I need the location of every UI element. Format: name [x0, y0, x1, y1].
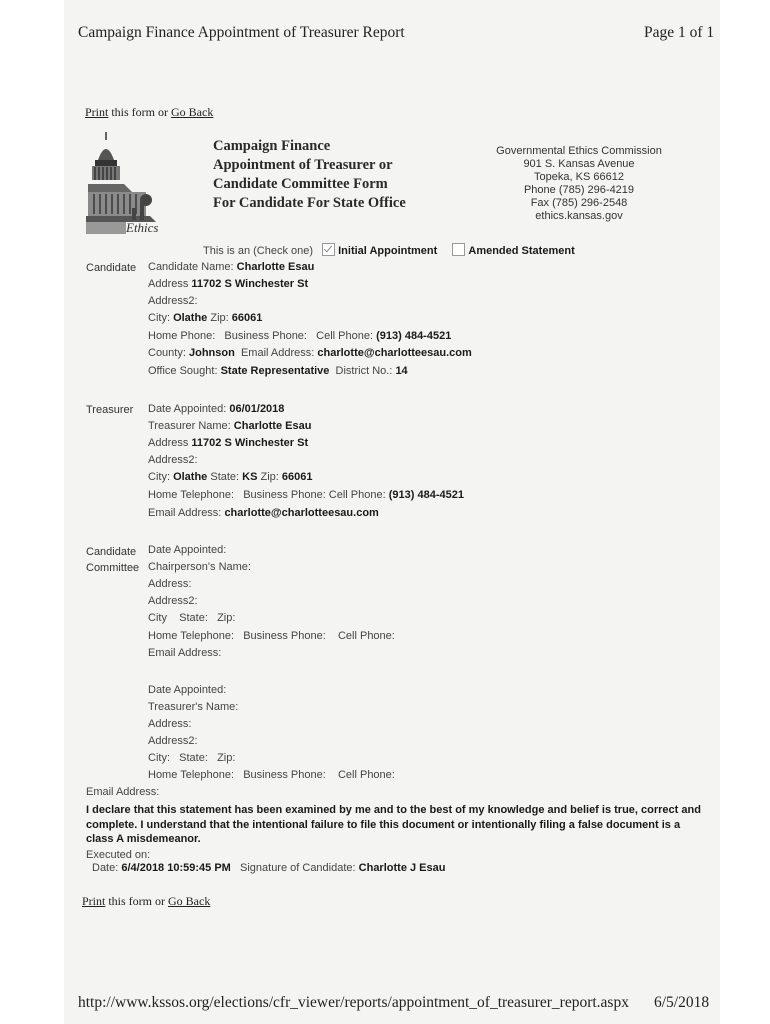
form-title — [213, 137, 406, 213]
committee-section-label: Candidate Committee — [86, 546, 140, 574]
candidate-cell-phone: (913) 484-4521 — [376, 330, 452, 342]
amended-statement-checkbox[interactable] — [452, 243, 465, 256]
treasurer-address: 11702 S Winchester St — [191, 437, 309, 449]
treasurer-city-row: City: Olathe State: KS Zip: 66061 — [148, 471, 313, 483]
candidate-office-row: Office Sought: State Representative District No.: 14 — [148, 365, 408, 377]
committee-email-row: Email Address: — [148, 647, 222, 659]
treasurer-state: KS — [242, 471, 258, 483]
candidate-address2-row: Address2: — [148, 295, 198, 307]
committee-date-row: Date Appointed: — [148, 544, 227, 556]
committee-treasurer-address2-row: Address2: — [148, 735, 198, 747]
candidate-name: Charlotte Esau — [236, 261, 315, 273]
committee-city-row: City State: Zip: — [148, 612, 236, 624]
agency-fax: Fax (785) 296-2548 — [530, 197, 628, 209]
footer-url: http://www.kssos.org/elections/cfr_viewer/reports/appointment_of_treasurer_report.aspx — [78, 994, 629, 1011]
candidate-address-row: Address 11702 S Winchester St — [148, 278, 309, 290]
candidate-county-row: County: Johnson Email Address: charlotte@charlotteesau.com — [148, 347, 472, 359]
treasurer-city: Olathe — [173, 471, 208, 483]
candidate-email: charlotte@charlotteesau.com — [317, 347, 472, 359]
form-title-line-3: Candidate Committee Form — [213, 176, 388, 192]
agency-website: ethics.kansas.gov — [535, 210, 623, 222]
treasurer-phone-row: Home Telephone: Business Phone: Cell Phone: (913) 484-4521 — [148, 489, 464, 501]
agency-name: Governmental Ethics Commission — [496, 145, 662, 157]
initial-appointment-checkbox[interactable] — [322, 243, 335, 256]
treasurer-section-label: Treasurer — [86, 404, 134, 416]
check-prompt: This is an (Check one) — [203, 245, 314, 257]
committee-treasurer-city-row: City: State: Zip: — [148, 752, 236, 764]
declaration-text: I declare that this statement has been examined by me and to the best of my knowledge and belief is true, correct and complete. I understand that the intentional failure to file this document or intentionally filing a false document is a class A misdemeanor. — [86, 804, 701, 845]
treasurer-address-row: Address 11702 S Winchester St — [148, 437, 309, 449]
candidate-phone-row: Home Phone: Business Phone: Cell Phone: (913) 484-4521 — [148, 330, 452, 342]
committee-treasurer-date-row: Date Appointed: — [148, 684, 227, 696]
page-number: Page 1 of 1 — [644, 24, 715, 41]
candidate-office: State Representative — [220, 365, 330, 377]
candidate-county: Johnson — [188, 347, 235, 359]
agency-phone: Phone (785) 296-4219 — [523, 184, 635, 196]
bottom-nav — [82, 894, 210, 909]
report-header-title: Campaign Finance Appointment of Treasurer Report — [78, 24, 405, 41]
print-link[interactable]: Print — [85, 105, 109, 119]
kansas-capitol-logo-icon — [86, 130, 172, 236]
committee-address-row: Address: — [148, 578, 192, 590]
go-back-link[interactable]: Go Back — [171, 105, 214, 119]
treasurer-cell-phone: (913) 484-4521 — [388, 489, 464, 501]
candidate-name-row: Candidate Name: Charlotte Esau — [148, 261, 315, 273]
agency-street: 901 S. Kansas Avenue — [523, 158, 635, 170]
agency-address — [490, 145, 668, 223]
candidate-signature: Charlotte J Esau — [358, 862, 446, 874]
treasurer-zip: 66061 — [281, 471, 313, 483]
treasurer-address2-row: Address2: — [148, 454, 198, 466]
form-title-line-1: Campaign Finance — [213, 138, 331, 154]
candidate-city-row: City: Olathe Zip: 66061 — [148, 312, 263, 324]
amended-statement-label: Amended Statement — [468, 245, 575, 257]
treasurer-email-row: Email Address: charlotte@charlotteesau.com — [148, 507, 379, 519]
form-title-line-4: For Candidate For State Office — [213, 195, 406, 211]
executed-row: Date: 6/4/2018 10:59:45 PM Signature of Candidate: Charlotte J Esau — [92, 862, 446, 874]
print-link-bottom[interactable]: Print — [82, 894, 106, 908]
treasurer-name: Charlotte Esau — [233, 420, 312, 432]
logo-text: Ethics — [126, 220, 159, 235]
nav-or-text-bottom: this form or — [108, 894, 166, 908]
committee-treasurer-email-row: Email Address: — [86, 786, 160, 798]
treasurer-date: 06/01/2018 — [229, 403, 285, 415]
committee-address2-row: Address2: — [148, 595, 198, 607]
initial-appointment-label: Initial Appointment — [338, 245, 438, 257]
agency-city: Topeka, KS 66612 — [534, 171, 624, 183]
candidate-city: Olathe — [173, 312, 208, 324]
candidate-section-label: Candidate — [86, 262, 137, 274]
treasurer-name-row: Treasurer Name: Charlotte Esau — [148, 420, 312, 432]
executed-label: Executed on: — [86, 849, 151, 861]
committee-phone-row: Home Telephone: Business Phone: Cell Phone: — [148, 630, 395, 642]
go-back-link-bottom[interactable]: Go Back — [168, 894, 211, 908]
treasurer-email: charlotte@charlotteesau.com — [224, 507, 379, 519]
form-title-line-2: Appointment of Treasurer or — [213, 157, 393, 173]
candidate-address: 11702 S Winchester St — [191, 278, 309, 290]
committee-treasurer-address-row: Address: — [148, 718, 192, 730]
committee-chair-row: Chairperson's Name: — [148, 561, 251, 573]
nav-or-text: this form or — [111, 105, 169, 119]
candidate-district: 14 — [395, 365, 408, 377]
footer-date: 6/5/2018 — [654, 994, 710, 1011]
executed-date: 6/4/2018 10:59:45 PM — [121, 862, 231, 874]
appointment-type-row — [203, 243, 575, 257]
top-nav — [85, 105, 213, 120]
treasurer-date-row: Date Appointed: 06/01/2018 — [148, 403, 285, 415]
committee-treasurer-name-row: Treasurer's Name: — [148, 701, 239, 713]
candidate-zip: 66061 — [231, 312, 263, 324]
committee-treasurer-phone-row: Home Telephone: Business Phone: Cell Phone: — [148, 769, 395, 781]
